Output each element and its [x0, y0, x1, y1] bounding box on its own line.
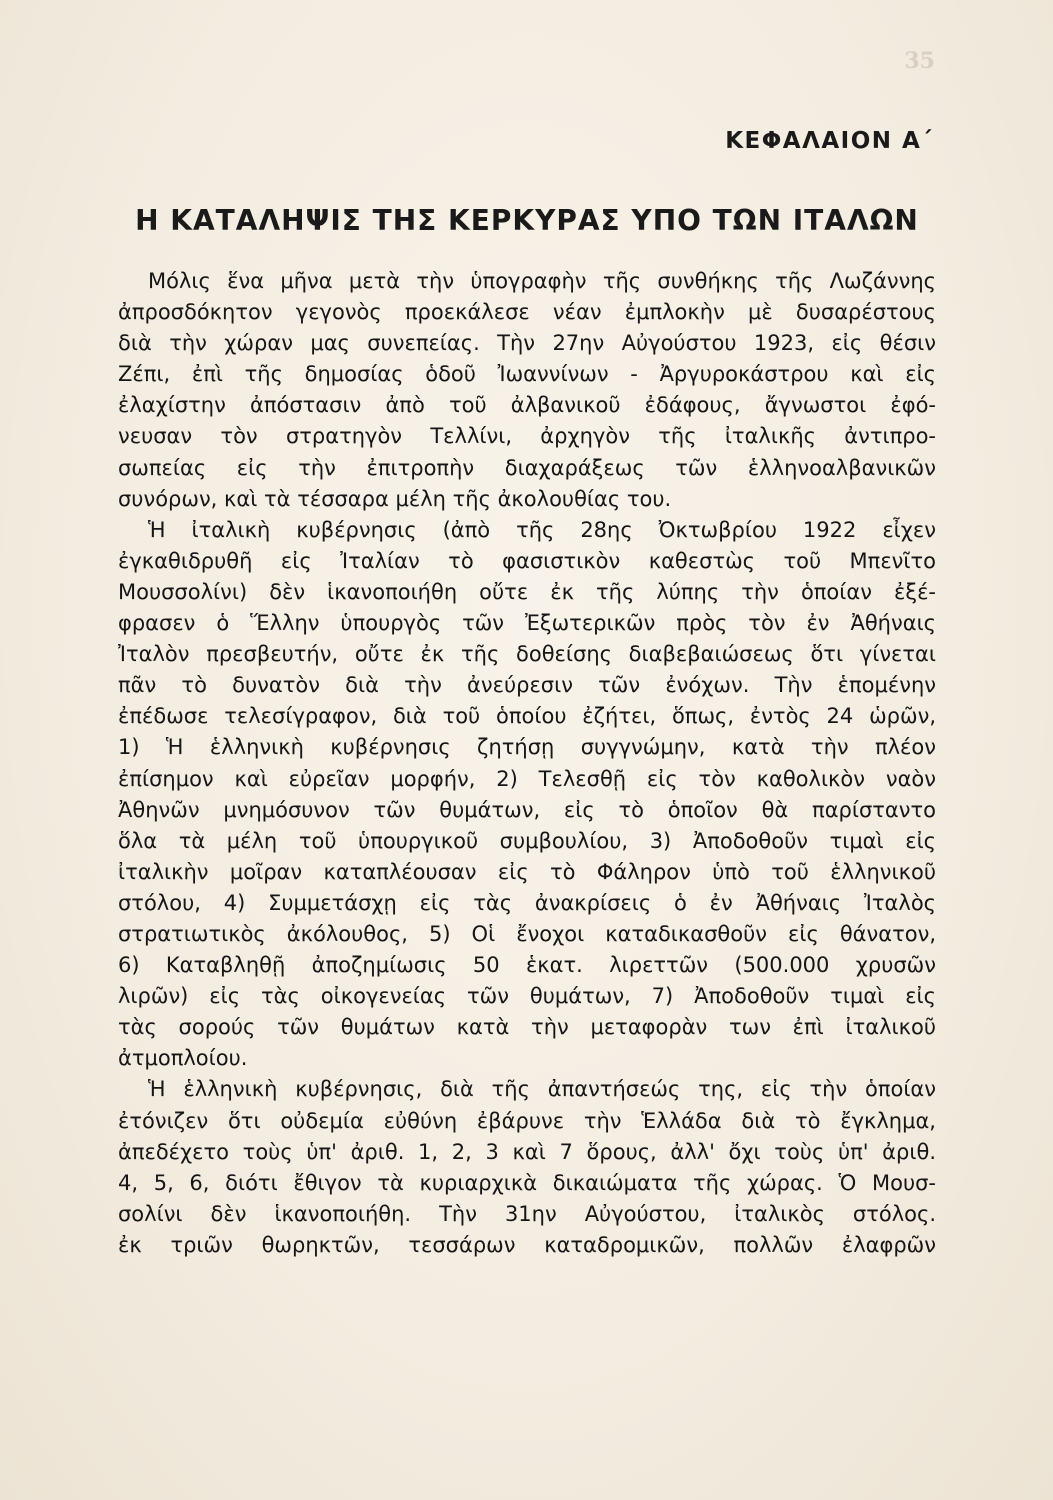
text-line: φρασεν ὁ Ἕλλην ὑπουργὸς τῶν Ἐξωτερικῶν πρὸς τὸν ἐν Ἀθήναις [118, 611, 936, 636]
paragraph-3 [118, 1074, 936, 1261]
text-line: Ἡ ἑλληνικὴ κυβέρνησις, διὰ τῆς ἀπαντήσεώς της, εἰς τὴν ὁποίαν [148, 1077, 936, 1102]
body-text [118, 266, 936, 1261]
text-line: Μουσσολίνι) δὲν ἱκανοποιήθη οὔτε ἐκ τῆς λύπης τὴν ὁποίαν ἐξέ- [118, 579, 936, 604]
text-line: ἐλαχίστην ἀπόστασιν ἀπὸ τοῦ ἀλβανικοῦ ἐδάφους, ἄγνωστοι ἐφό- [118, 393, 936, 418]
text-line: ἐκ τριῶν θωρηκτῶν, τεσσάρων καταδρομικῶν, πολλῶν ἐλαφρῶν [118, 1232, 936, 1257]
text-line: ἐπίσημον καὶ εὐρεῖαν μορφήν, 2) Τελεσθῇ εἰς τὸν καθολικὸν ναὸν [118, 766, 936, 791]
text-line: τὰς σορούς τῶν θυμάτων κατὰ τὴν μεταφορὰν των ἐπὶ ἰταλικοῦ [118, 1015, 936, 1040]
text-line: 1) Ἡ ἑλληνικὴ κυβέρνησις ζητήσῃ συγγνώμην, κατὰ τὴν πλέον [118, 735, 936, 760]
text-line: ἐτόνιζεν ὅτι οὐδεμία εὐθύνη ἐβάρυνε τὴν Ἑλλάδα διὰ τὸ ἔγκλημα, [118, 1108, 936, 1133]
text-line: ἐγκαθιδρυθῆ εἰς Ἰταλίαν τὸ φασιστικὸν καθεστὼς τοῦ Μπενῖτο [118, 548, 936, 573]
paragraph-2 [118, 515, 936, 1075]
text-line: συνόρων, καὶ τὰ τέσσαρα μέλη τῆς ἀκολουθίας του. [118, 486, 672, 511]
text-line: σωπείας εἰς τὴν ἐπιτροπὴν διαχαράξεως τῶν ἑλληνοαλβανικῶν [118, 455, 936, 480]
paragraph-1 [118, 266, 936, 515]
text-line: ἀπεδέχετο τοὺς ὑπ' ἀριθ. 1, 2, 3 καὶ 7 ὅρους, ἀλλ' ὄχι τοὺς ὑπ' ἀριθ. [118, 1139, 936, 1164]
text-line: ὅλα τὰ μέλη τοῦ ὑπουργικοῦ συμβουλίου, 3) Ἀποδοθοῦν τιμαὶ εἰς [118, 828, 936, 853]
text-line: διὰ τὴν χώραν μας συνεπείας. Τὴν 27ην Αὐγούστου 1923, εἰς θέσιν [118, 331, 936, 356]
text-line: πᾶν τὸ δυνατὸν διὰ τὴν ἀνεύρεσιν τῶν ἐνόχων. Τὴν ἑπομένην [118, 673, 936, 698]
text-line: λιρῶν) εἰς τὰς οἰκογενείας τῶν θυμάτων, 7) Ἀποδοθοῦν τιμαὶ εἰς [118, 984, 936, 1009]
text-line: 4, 5, 6, διότι ἔθιγον τὰ κυριαρχικὰ δικαιώματα τῆς χώρας. Ὁ Μουσ- [118, 1170, 936, 1195]
text-line: στόλου, 4) Συμμετάσχῃ εἰς τὰς ἀνακρίσεις ὁ ἐν Ἀθήναις Ἰταλὸς [118, 890, 936, 915]
text-line: Ἀθηνῶν μνημόσυνον τῶν θυμάτων, εἰς τὸ ὁποῖον θὰ παρίσταντο [118, 797, 936, 822]
page-number: 35 [904, 48, 935, 74]
text-line: Ἡ ἰταλικὴ κυβέρνησις (ἀπὸ τῆς 28ης Ὀκτωβρίου 1922 εἶχεν [148, 517, 936, 542]
chapter-heading: ΚΕΦΑΛΑΙΟΝ Α΄ [725, 128, 933, 154]
text-line: ἐπέδωσε τελεσίγραφον, διὰ τοῦ ὁποίου ἐζήτει, ὅπως, ἐντὸς 24 ὡρῶν, [118, 704, 936, 729]
text-line: σολίνι δὲν ἱκανοποιήθη. Τὴν 31ην Αὐγούστου, ἰταλικὸς στόλος. [118, 1201, 936, 1226]
text-line: Ἰταλὸν πρεσβευτήν, οὔτε ἐκ τῆς δοθείσης διαβεβαιώσεως ὅτι γίνεται [118, 642, 936, 667]
text-line: ἀτμοπλοίου. [118, 1046, 248, 1071]
text-line: ἰταλικὴν μοῖραν καταπλέουσαν εἰς τὸ Φάληρον ὑπὸ τοῦ ἑλληνικοῦ [118, 859, 936, 884]
text-line: Μόλις ἕνα μῆνα μετὰ τὴν ὑπογραφὴν τῆς συνθήκης τῆς Λωζάννης [148, 269, 936, 293]
text-line: ἀπροσδόκητον γεγονὸς προεκάλεσε νέαν ἐμπλοκὴν μὲ δυσαρέστους [118, 300, 936, 325]
text-line: Ζέπι, ἐπὶ τῆς δημοσίας ὁδοῦ Ἰωαννίνων - Ἀργυροκάστρου καὶ εἰς [118, 362, 936, 387]
text-line: νευσαν τὸν στρατηγὸν Τελλίνι, ἀρχηγὸν τῆς ἰταλικῆς ἀντιπρο- [118, 424, 936, 449]
text-line: στρατιωτικὸς ἀκόλουθος, 5) Οἱ ἔνοχοι καταδικασθοῦν εἰς θάνατον, [118, 921, 936, 946]
text-line: 6) Καταβληθῇ ἀποζημίωσις 50 ἑκατ. λιρεττῶν (500.000 χρυσῶν [118, 953, 936, 978]
chapter-title: Η ΚΑΤΑΛΗΨΙΣ ΤΗΣ ΚΕΡΚΥΡΑΣ ΥΠΟ ΤΩΝ ΙΤΑΛΩΝ [135, 204, 919, 237]
